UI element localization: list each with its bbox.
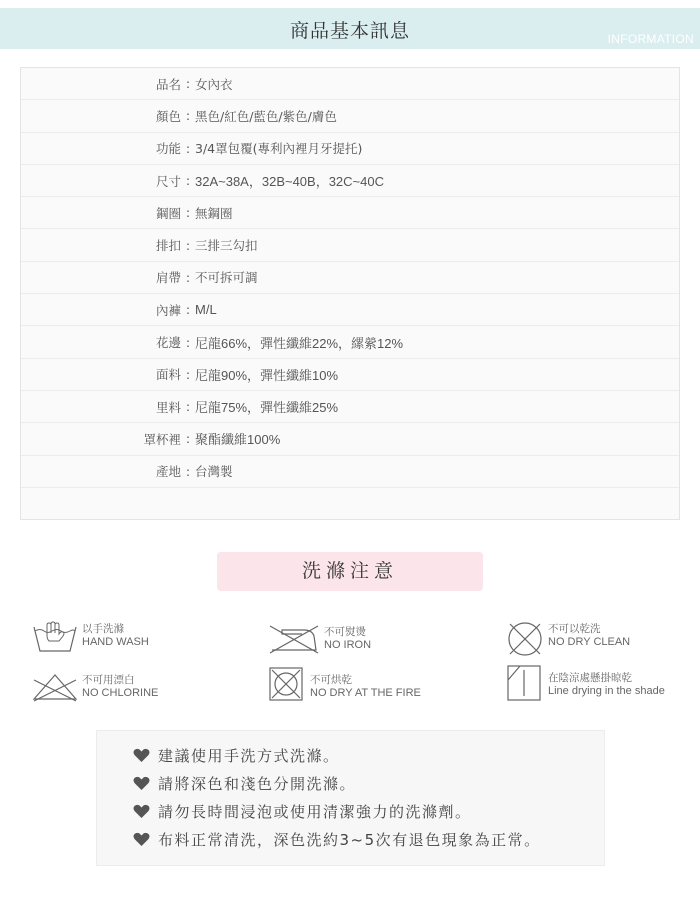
heart-icon [133,804,150,819]
note-text: 建議使用手洗方式洗滌。 [158,747,340,765]
info-row-lace: 花邊 : 尼龍66%，彈性纖維22%，縲縈12% [21,326,679,358]
info-value: 聚酯纖維100% [195,432,281,448]
care-zh: 在陰涼處懸掛晾乾 [548,672,632,684]
info-label: 罩杯裡 [143,431,181,447]
info-value: 尼龍66%，彈性纖維22%，縲縈12% [195,335,404,351]
info-row-cup: 罩杯裡 : 聚酯纖維100% [21,423,679,455]
info-row-panties: 內褲 : M/L [21,294,679,326]
no-chlorine-icon [32,672,78,702]
care-en: NO CHLORINE [82,687,159,699]
info-label: 鋼圈 [155,205,181,221]
care-en: NO DRY CLEAN [548,636,631,648]
info-row-origin: 產地 : 台灣製 [21,456,679,488]
care-no-chlorine [32,672,158,702]
care-zh: 以手洗滌 [82,623,124,635]
info-label: 里料 [155,399,181,415]
no-tumble-dry-icon [268,666,306,702]
info-label: 內褲 [155,302,181,318]
info-header [0,8,700,49]
info-table [20,67,680,520]
hand-wash-icon [32,621,78,655]
care-zh: 不可熨燙 [324,626,366,638]
info-row-lining: 里料 : 尼龍75%，彈性纖維25% [21,391,679,423]
info-value: 三排三勾扣 [195,238,258,254]
info-value: 女內衣 [195,76,233,92]
care-line-dry-shade [506,664,665,702]
info-label: 花邊 [155,335,181,351]
info-title: 商品基本訊息 [289,20,410,42]
care-no-iron [268,624,371,654]
info-row-size: 尺寸 : 32A~38A，32B~40B，32C~40C [21,165,679,197]
info-subtitle: INFORMATION [607,32,694,46]
note-item [133,773,356,794]
note-text: 布料正常清洗，深色洗約3~5次有退色現象為正常。 [158,831,541,849]
note-item [133,801,472,822]
note-text: 請將深色和淺色分開洗滌。 [158,775,357,793]
no-dry-clean-icon [506,621,544,657]
info-label: 品名 [155,76,181,92]
heart-icon [133,776,150,791]
heart-icon [133,748,150,763]
info-value: 不可拆可調 [195,270,258,286]
care-no-tumble-dry [268,666,421,702]
info-value: M/L [195,302,217,318]
info-row-strap: 肩帶 : 不可拆可調 [21,262,679,294]
info-row-wire: 鋼圈 : 無鋼圈 [21,197,679,229]
care-en: Line drying in the shade [548,685,665,697]
care-en: HAND WASH [82,636,149,648]
info-label: 面料 [155,367,181,383]
care-en: NO IRON [324,639,372,651]
wash-notes [96,730,605,866]
care-hand-wash [32,621,149,655]
no-iron-icon [268,624,320,654]
care-zh: 不可烘乾 [310,674,352,686]
info-label: 功能 [155,141,181,157]
note-item [133,745,340,766]
care-zh: 不可用漂白 [82,674,135,686]
info-row-hook: 排扣 : 三排三勾扣 [21,229,679,261]
note-text: 請勿長時間浸泡或使用清潔強力的洗滌劑。 [158,803,472,821]
info-value: 32A~38A，32B~40B，32C~40C [195,174,384,190]
info-value: 尼龍90%，彈性纖維10% [195,367,339,383]
info-row-color: 顏色 : 黑色/紅色/藍色/紫色/膚色 [21,100,679,132]
info-value: 台灣製 [195,464,233,480]
info-value: 尼龍75%，彈性纖維25% [195,400,339,416]
info-row-name: 品名 : 女內衣 [21,68,679,100]
info-label: 尺寸 [155,173,181,189]
note-item [133,829,541,850]
info-label: 肩帶 [155,270,181,286]
heart-icon [133,832,150,847]
info-label: 產地 [155,464,181,480]
care-en: NO DRY AT THE FIRE [310,687,421,699]
info-value: 3/4罩包覆(專利內裡月牙提托) [195,141,363,157]
care-zh: 不可以乾洗 [548,623,601,635]
info-value: 無鋼圈 [195,205,233,221]
info-row-function: 功能 : 3/4罩包覆(專利內裡月牙提托) [21,133,679,165]
line-dry-shade-icon [506,664,544,702]
care-no-dry-clean [506,621,630,657]
info-label: 顏色 [155,108,181,124]
wash-title: 洗滌注意 [217,552,483,591]
info-label: 排扣 [155,238,181,254]
info-row-empty [21,488,679,519]
info-row-fabric: 面料 : 尼龍90%，彈性纖維10% [21,359,679,391]
info-value: 黑色/紅色/藍色/紫色/膚色 [195,108,337,124]
